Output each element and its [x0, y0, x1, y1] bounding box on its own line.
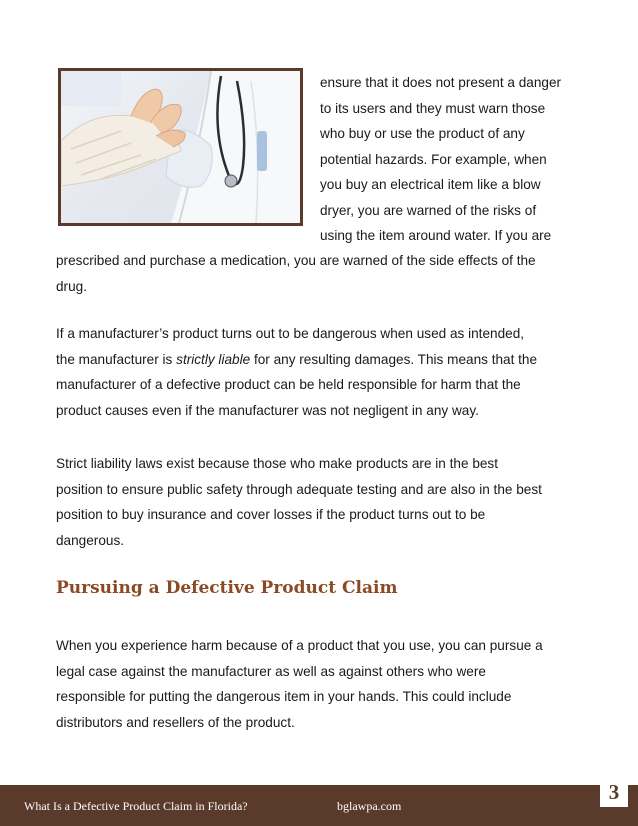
text-line: position to ensure public safety through adequate testing and are also in the best	[56, 481, 542, 497]
text-line: If a manufacturer’s product turns out to be dangerous when used as intended,	[56, 326, 525, 341]
text-line: prescribed and purchase a medication, you are warned of the side effects of the	[56, 253, 536, 268]
strict-liability-paragraph	[56, 321, 596, 423]
text-line: legal case against the manufacturer as well as against others who were	[56, 663, 486, 679]
text-line: position to buy insurance and cover losses if the product turns out to be	[56, 507, 486, 522]
text-line: using the item around water. If you are	[320, 228, 552, 243]
text-line: you buy an electrical item like a blow	[320, 177, 541, 192]
text-line: ensure that it does not present a danger	[320, 75, 562, 90]
text-line: to its users and they must warn those	[320, 100, 546, 116]
text-line: manufacturer of a defective product can be held responsible for harm that the	[56, 377, 521, 392]
doctor-with-bandaged-hand-illustration	[61, 71, 300, 223]
text-line: potential hazards. For example, when	[320, 151, 547, 167]
footer-title: What Is a Defective Product Claim in Florida?	[24, 799, 248, 813]
text-line: dryer, you are warned of the risks of	[320, 202, 537, 218]
text-segment: for any resulting damages. This means that the	[250, 351, 538, 367]
intro-paragraph-continuation	[56, 248, 596, 299]
section-heading: Pursuing a Defective Product Claim	[56, 578, 398, 598]
text-line: who buy or use the product of any	[320, 126, 525, 141]
page-number: 3	[600, 777, 628, 807]
text-line	[56, 347, 596, 373]
text-line: Strict liability laws exist because those who make products are in the best	[56, 456, 499, 471]
text-line: drug.	[56, 278, 87, 294]
pursuing-claim-paragraph	[56, 633, 601, 735]
page-footer	[0, 780, 638, 826]
strictly-liable-emphasis: strictly liable	[176, 351, 251, 367]
text-segment: the manufacturer is	[56, 351, 177, 367]
footer-website: bglawpa.com	[337, 799, 402, 813]
text-line: product causes even if the manufacturer was not negligent in any way.	[56, 402, 479, 418]
text-line: dangerous.	[56, 532, 125, 548]
text-line: responsible for putting the dangerous item in your hands. This could include	[56, 689, 512, 704]
bandaged-hand-photo	[58, 68, 303, 226]
text-line: distributors and resellers of the product.	[56, 714, 295, 730]
strict-liability-laws-paragraph	[56, 451, 596, 553]
text-line: When you experience harm because of a product that you use, you can pursue a	[56, 638, 543, 653]
intro-paragraph-wrapped	[320, 70, 600, 249]
